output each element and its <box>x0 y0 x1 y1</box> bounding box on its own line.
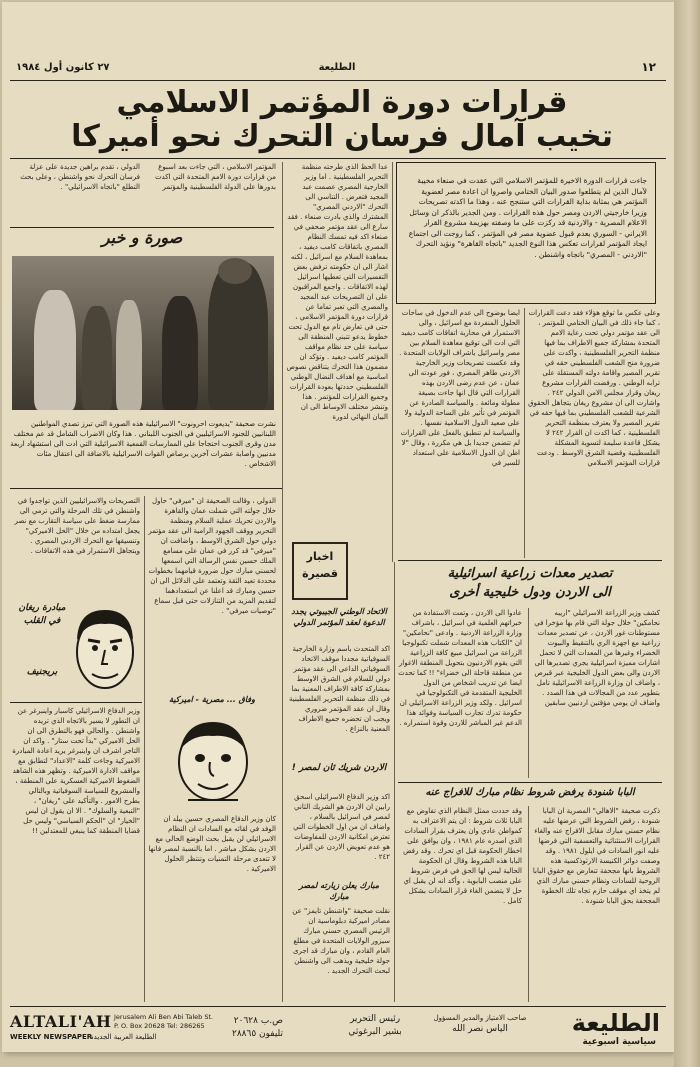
short-news-body <box>288 644 390 760</box>
article-column-left-top-text: المؤتمر الاسلامي ، التي جاءت بعد اسبوع من قرارات دورة الامم المتحدة التي اكدت بدورها على الدولة الفلسطينية والمؤتمر الدولي ، تقدم براهين جديدة على عزلة فرسان التحرك نحو واشنطن ، وعلى بحث التطلع "باتجاه الاسرائيلي" . <box>20 163 276 191</box>
pobox-arabic: ص.ب ٢٠٦٢٨ <box>233 1016 284 1026</box>
tel-arabic: تليفون ٢٨٨٦٥ <box>232 1029 284 1039</box>
headline-rule <box>10 158 666 159</box>
article-column-mid <box>286 162 388 492</box>
article-column-mid-text: عدا الحظ الذي طرحته منظمة التحرير الفلسطينية . اما وزير الخارجية المصري عصمت عبد المجيد فتعرض . التناسي الى التحرك "الاردني المصري" المشترك والذي بادرت صنعاء . فقد سارع الى عقد مؤتمر صحفي في صنعاء اكد فيه تمسك النظام المصري باتفاقات كامب ديفيد ، بمعاهدة السلام مع اسرائيل ، لكنه اشار الى ان حكومته ترفض بعض التفسيرات التي تعطيها اسرائيل لهذه الاتفاقات . واجمع المراقبون على ان التصريحات عبد المجيد والمصري التي تعبر تماما عن قرارات دورة المؤتمر الاسلامي ، حتى في تعارض تام مع الدول تحت خطوط يدعو تتبني المنطقة الى سياسة على حد نظام مواقف المؤتمر كامب ديفيد . وتؤكد ان مضمون هذا التحرك يتناقض نصوص اساسية مع اهداف النضال الوطني الفلسطيني حددتها بعودة القرارات وجميع القرارات للمؤتمر . هذا وتنشر مختلف الاوساط الى ان البيان النهائي لدورة <box>286 163 388 421</box>
paper-name: الطليعة <box>318 62 356 73</box>
farm-story-column-b <box>398 608 522 778</box>
jordan-israel-body-text: اكد وزير الدفاع الاسرائيلي اسحق رابين ان الاردن هو الشريك الثاني لمصر في اسرائيل بالسلام ، واضاف ان من اول الخطوات التي تعترض امكانية الاردن للمفاوضات هو عدم تعويض الاردن عن القرار ٢٤٢ . <box>293 793 390 861</box>
photo-figure-woman <box>34 290 76 410</box>
masthead-footer <box>10 1006 666 1051</box>
column-rule <box>144 496 145 1002</box>
editor-block <box>330 1013 420 1039</box>
intro-text: جاءت قرارات الدورة الاخيرة للمؤتمر الاسلامي التي عقدت في صنعاء مخيبة لآمال الذين لم يتطلعوا صدور البيان الختامي واصروا ان اعادة مصر لعضوية المؤتمر هي بمثابة بداية القرارات التي ستنجح عنه ، وهذا ما اكدته تصريحات وزيرا خارجيتي الاردن ومصر حول هذه القرارات . ومن الجدير بالذكر ان وسائل الاعلام المصرية - والاردنية قد ركزت على ما وصفته بهزيمة مشروع القرار الايراني - السوري بعدم قبول عضوية مصر في المؤتمر ، كما روجت الى اجتماع ايجاد المؤتمر لقرارات تعكس هذا النوع الجديد "باتجاه القاهرة" ونؤيد التحرك "الاردني - المصري" باتجاه واشنطن . <box>408 176 647 259</box>
reagan-caricature <box>68 600 142 700</box>
mubarak-cartoon-label: وفاق ... مصرية - اميركية <box>169 695 255 704</box>
brand-latin: ALTALI'AH <box>10 1012 112 1031</box>
photo-caption-text: نشرت صحيفة "يديعوت احرونوت" الاسرائيلية هذه الصورة التي تبرز تصدي المواطنين اللبنانيين للجنود الاسرائيليين في الجنوب اللبناني . هذا وكان الاضراب الشامل قد عم مختلف مدن وقرى الجنوب احتجاجا على الممارسات القمعية الاسرائيلية التي ادت الى استشهاد اربعة مدنيين واصابة عشرات آخرين برصاص القوات الاسرائيلية بالاضافة الى اعتقال مئات الاشخاص . <box>10 420 276 468</box>
header-rule <box>10 80 666 81</box>
short-news-box <box>292 542 348 600</box>
section-rule <box>10 702 142 703</box>
column-rule <box>282 496 283 1002</box>
weekly-latin: WEEKLY NEWSPAPER <box>10 1033 93 1041</box>
column-rule <box>528 806 529 1002</box>
masthead-title: الطليعة <box>571 1009 660 1037</box>
headline-line-1: قرارات دورة المؤتمر الاسلامي <box>116 85 568 120</box>
owner-label: صاحب الامتياز والمدير المسؤول <box>433 1014 527 1022</box>
end-column <box>148 814 276 1002</box>
jordan-israel-body <box>288 792 390 880</box>
issue-date: ٢٧ كانون أول ١٩٨٤ <box>16 62 110 73</box>
editor-label: رئيس التحرير <box>349 1014 401 1024</box>
main-headline <box>62 86 622 154</box>
farm-story-title-line-1: تصدير معدات زراعية اسرائيلية <box>447 566 613 581</box>
left-column-bottom <box>12 706 140 1002</box>
owner-name: الياس نصر الله <box>452 1024 508 1034</box>
headline-line-2: تخيب آمال فرسان التحرك نحو أميركا <box>71 119 613 154</box>
farm-story-title-line-2: الى الاردن ودول خليجية أخرى <box>449 585 611 600</box>
article-column-right-2-text: ايضا بوضوح الى عدم الدخول في ساحات الحلول المنفردة مع اسرائيل ، والى الاستمرار في محاربة اتفاقات كامب ديفيد التي ادت الى توقيع معاهدة السلام بين مصر واسرائيل باشراف الولايات المتحدة . وقد عكست تصريحات وزير الخارجية الاردني طاهر المصري ، فور عودته الى عمان ، عن عدم رضى الاردن بهذه القرارات التي قال انها جاءت بصيغة مطولة ومائعة . والسياسة الصادرة عن المؤتمر في تأثير على الساحة الدولية ولا على صعيد الدول الاسلامية نفسها . والسياسة لم تنطبق بالفعل على القرارات لم تتضمن جديدا بل هي مكررة ، وقال "لا اظن ان الدول الاسلامية على استعداد للسير في <box>399 309 520 467</box>
page-edge <box>674 0 700 1067</box>
mubarak-visit-body <box>288 906 390 1002</box>
left-column-mid-text: التصريحات والاسرائيليين الذين تواجدوا في واشنطن في تلك المرحلة والتي ترمي الى ممارسة ضغط على سياسة التقارب مع نصر يجعل امتداده من خلال "الحل الاميركي" وتنسيقها مع التحرك الاردني المصري . ويتجاهل الاستمرار في هذه الاتفاقات . <box>14 497 140 555</box>
page-number: ١٢ <box>641 60 656 74</box>
column-rule <box>394 562 395 1002</box>
murphy-column <box>148 496 276 692</box>
address: Jerusalem Ali Ben Abi Taleb St. P. O. Box 20628 Tel: 286265 <box>114 1013 214 1030</box>
section-rule <box>398 560 662 561</box>
photo-figure-soldier <box>208 262 268 410</box>
editor-name: بشير البرغوثي <box>348 1027 402 1037</box>
article-column-left-top <box>12 162 276 222</box>
photo-figure-soldier <box>162 296 198 410</box>
article-column-right-1 <box>528 308 660 558</box>
pope-story-column-a-text: ذكرت صحيفة "الاهالي" المصرية ان البابا شنودة ، رفض الشروط التي عرضها عليه نظام حسني مبارك مقابل الافراج عنه والغاء القرارات الاستثنائية والتعسفية التي فرضها عليه انور السادات في ايلول ١٩٨١ . وقد وصفت دوائر الكنيسة الارثوذكسية هذه الشروط بانها مجحفة تتعارض مع حقوق البابا الروحية للسادات ونظام حسني مبارك الذي لم يتخذ اي موقف حازم تجاه تلك الخطوة المجحفة بحق البابا شنودة . <box>532 807 660 905</box>
photo-section-title: صورة و خبر <box>10 227 274 254</box>
farm-story-column-b-text: عادوا الى الاردن ، وتمت الاستفادة من خبراتهم العلمية في اسرائيل ، باشراف وزارة الزراعة الاردنية . وادعى "نحامكين" ان "الكتاب هذه المعدات شملت تكنولوجيا الزراعة من اسرائيل مبيع كافة الزراعية التي يقوم الاردنيون بتحويل المنطقة الاغوار من منطقة قاحلة الى خضراء" !! كما تحدث ايضا عن تدريب اشخاص من الدول الخليجية المتقدمة في التكنولوجيا في اسرائيل . ولكد وزير الزراعة الاسرائيلي ان حكومة تدرك تجارب السياسة وفوائد هذا الدعم غير المباشر للاردن وقوة استمراره . <box>398 609 522 727</box>
intro-box <box>396 162 656 304</box>
article-column-right-2 <box>398 308 520 558</box>
news-photo <box>12 256 274 410</box>
short-news-title: الاتحاد الوطني الجيبوتي يجدد الدعوة لعقد المؤتمر الدولي <box>291 607 387 627</box>
farm-story-column-a <box>532 608 660 778</box>
short-news-box-line-2: قصيرة <box>302 567 338 580</box>
weekly-arabic: الطليعة العربية الجديدة <box>90 1033 157 1041</box>
end-column-text: كان وزير الدفاع المصري حسين بيلد ان الوفد في لقائه مع السادات ان النظام الاسرائيلي لن يقبل بحث الوضع الحالي مع الاردن بشكل مباشر . اما بالنسبة لمصر فانها لا تتعدى مرحلة التمنيات وتنتظر الحلول الاميركية . <box>148 815 276 873</box>
article-column-right-1-text: وعلى عكس ما توقع هؤلاء فقد دعت القرارات ، كما جاء ذلك في البيان الختامي للمؤتمر ، الى عقد مؤتمر دولي تحت رعاية الامم المتحدة بمشاركة جميع الاطراف بما فيها منظمة التحرير الفلسطينية ، واكدت على ضرورة منح الشعب الفلسطيني حقه في تقرير المصير واقامة دولته المستقلة على ترابه الوطني . ورفضت القرارات مشروع ريغان وقرار مجلس الامن الدولي ٢٤٢ . واشارت الى ان مشروع ريغان يتجاهل الحقوق الشرعية للشعب الفلسطيني بما فيها حقه في تقرير المصير ولا يعترف بمنظمة التحرير الفلسطينية ، كما اكدت ان القرار ٢٤٢ لا يشكل قاعدة سليمة لتسوية المشكلة الفلسطينية وقضية الشرق الاوسط . ودعت قرارات المؤتمر الاسلامي <box>528 309 660 467</box>
photo-figure <box>82 306 112 410</box>
reagan-cartoon-sublabel: بريجنيف <box>26 667 58 677</box>
murphy-column-text: الدولي ، وقالت الصحيفة ان "ميرفي" حاول خلال جولته التي شملت عمان والقاهرة والاردن تحريك عملية السلام ومنظمة التحرير ووقف الجهود الرامية الى عقد مؤتمر دولي حول الشرق الاوسط ، واضافت ان "ميرفي" قد كرر في عمان على مسامع الملك حسين نفس الرسالة التي اسمعها لحسني مبارك حول ضرورة قيامهما بخطوات محددة تعيد الثقة وتعتمد على الدلائل الى ان حسين ومبارك قد اعلنا عن استعدادهما لتقديم المزيد من التنازلات حتى قبل سماع "توصيات ميرفي" . <box>148 497 276 615</box>
jordan-israel-title: الاردن شريك ثان لمصر ! <box>291 763 387 773</box>
newspaper-page <box>2 2 674 1052</box>
column-rule <box>524 308 525 558</box>
column-rule <box>392 162 393 562</box>
helmet-icon <box>218 258 252 284</box>
mubarak-visit-body-text: نقلت صحيفة "واشنطن تايمز" عن مصادر اميركية دبلوماسية ان الرئيس المصري حسني مبارك سيزور الولايات المتحدة في مطلع العام القادم ، وان مبارك قد اجرى جولة خليجية ويذهب الى واشنطن لبحث التحرك الجديد . <box>292 907 390 975</box>
reagan-cartoon-label: مبادرة ريغان في القلب <box>18 603 66 626</box>
owner-block <box>430 1013 530 1036</box>
section-rule <box>10 488 282 489</box>
pope-story-column-b-text: وقد حددت ممثل النظام الذي تفاوض مع البابا ثلاث شروط : ان يتم الاعتراف به كمواطن عادي وان يعترف بقرار السادات الذي اصدره عام ١٩٨١ ، وان يوافق على اخطار الحكومة قبل اي تحرك . وقد رفض البابا هذه الشروط وقال ان الحكومة الحالية ليس لها الحق في فرض شروط على منصب البابوية ، وأكد انه لن يقبل اي حل لا يتضمن الغاء قرار السادات بشكل كامل . <box>403 807 522 905</box>
left-column-mid <box>12 496 140 600</box>
mubarak-caricature <box>158 714 268 810</box>
short-news-box-line-1: اخبار <box>306 550 334 563</box>
photo-figure <box>116 300 142 410</box>
short-news-body-text: اكد المتحدث باسم وزارة الخارجية السوفياتية مجددا موقف الاتحاد السوفياتي الداعي الى عقد مؤتمر دولي للسلام في الشرق الاوسط بمشاركة كافة الاطراف المعنية بما في ذلك منظمة التحرير الفلسطينية وقال ان عقد المؤتمر ضروري ويجب ان تحضره جميع الاطراف المعنية بالنزاع . <box>288 645 390 733</box>
photo-caption <box>10 412 276 478</box>
running-header <box>12 60 662 78</box>
mubarak-visit-title: مبارك يعلن زيارته لمصر مبارك <box>298 881 380 901</box>
column-rule <box>528 608 529 778</box>
farm-story-column-a-text: كشف وزير الزراعة الاسرائيلي "اريبه نحامكين" خلال جولة التي قام بها مؤخرا في مستوطنات غور الاردن ، عن تصدير معدات زراعية مع اجهزة الري بالتنقيط والبيوت الخضراء وغيرها من المعدات التي لا تحمل اشارات مميزة اسرائيلية يجري تصديرها الى الاردن والى بعض الدول الخليجية عبر قبرص ، واضاف ان وزارة الزراعة الاسرائيلية تامل بتطوير عدد من المجالات في هذا الصدد . واضاف ان يومي مؤقتين اردنيين سابقين <box>534 609 660 707</box>
pope-story-column-a <box>532 806 660 1002</box>
pope-story-title: البابا شنودة يرفض شروط نظام مبارك للافراج عنه <box>425 787 635 798</box>
contact-arabic <box>232 1015 283 1041</box>
masthead-weekly: سياسية اسبوعية <box>582 1037 656 1047</box>
section-rule <box>398 782 662 783</box>
pope-story-column-b <box>398 806 522 1002</box>
farm-story-title <box>402 564 658 604</box>
left-column-bottom-text: وزير الدفاع الاسرائيلي كاسبار واينبرغر عن ان التطور لا يسير بالاتجاه الذي تريده واشنطن . والحالي فهو بالتطرق الى ان الحل الاميركي "بدأ تحت ستار" . واكد ان التاجر اشرف ان واينبرغر يريد اعادة المبادرة الاميركية وجاءت كلمة "الاعداد" لتطابق مع مواقف الادارة الاميركية . وتظهر هذه الشاهد الضغوط الاميركية العسكرية على المنطقة ، والمشروع للسياسة السوفياتية وبالتالي بطرح الامور . والتأكيد على "ريغان" ، "التبعية والسلوك" . الا ان يقول ان ليس "الخيار" ان "الحكم السياسي" وليس حل قضايا المنطقة كما ينبغي للمعتدلين !! <box>12 707 140 835</box>
